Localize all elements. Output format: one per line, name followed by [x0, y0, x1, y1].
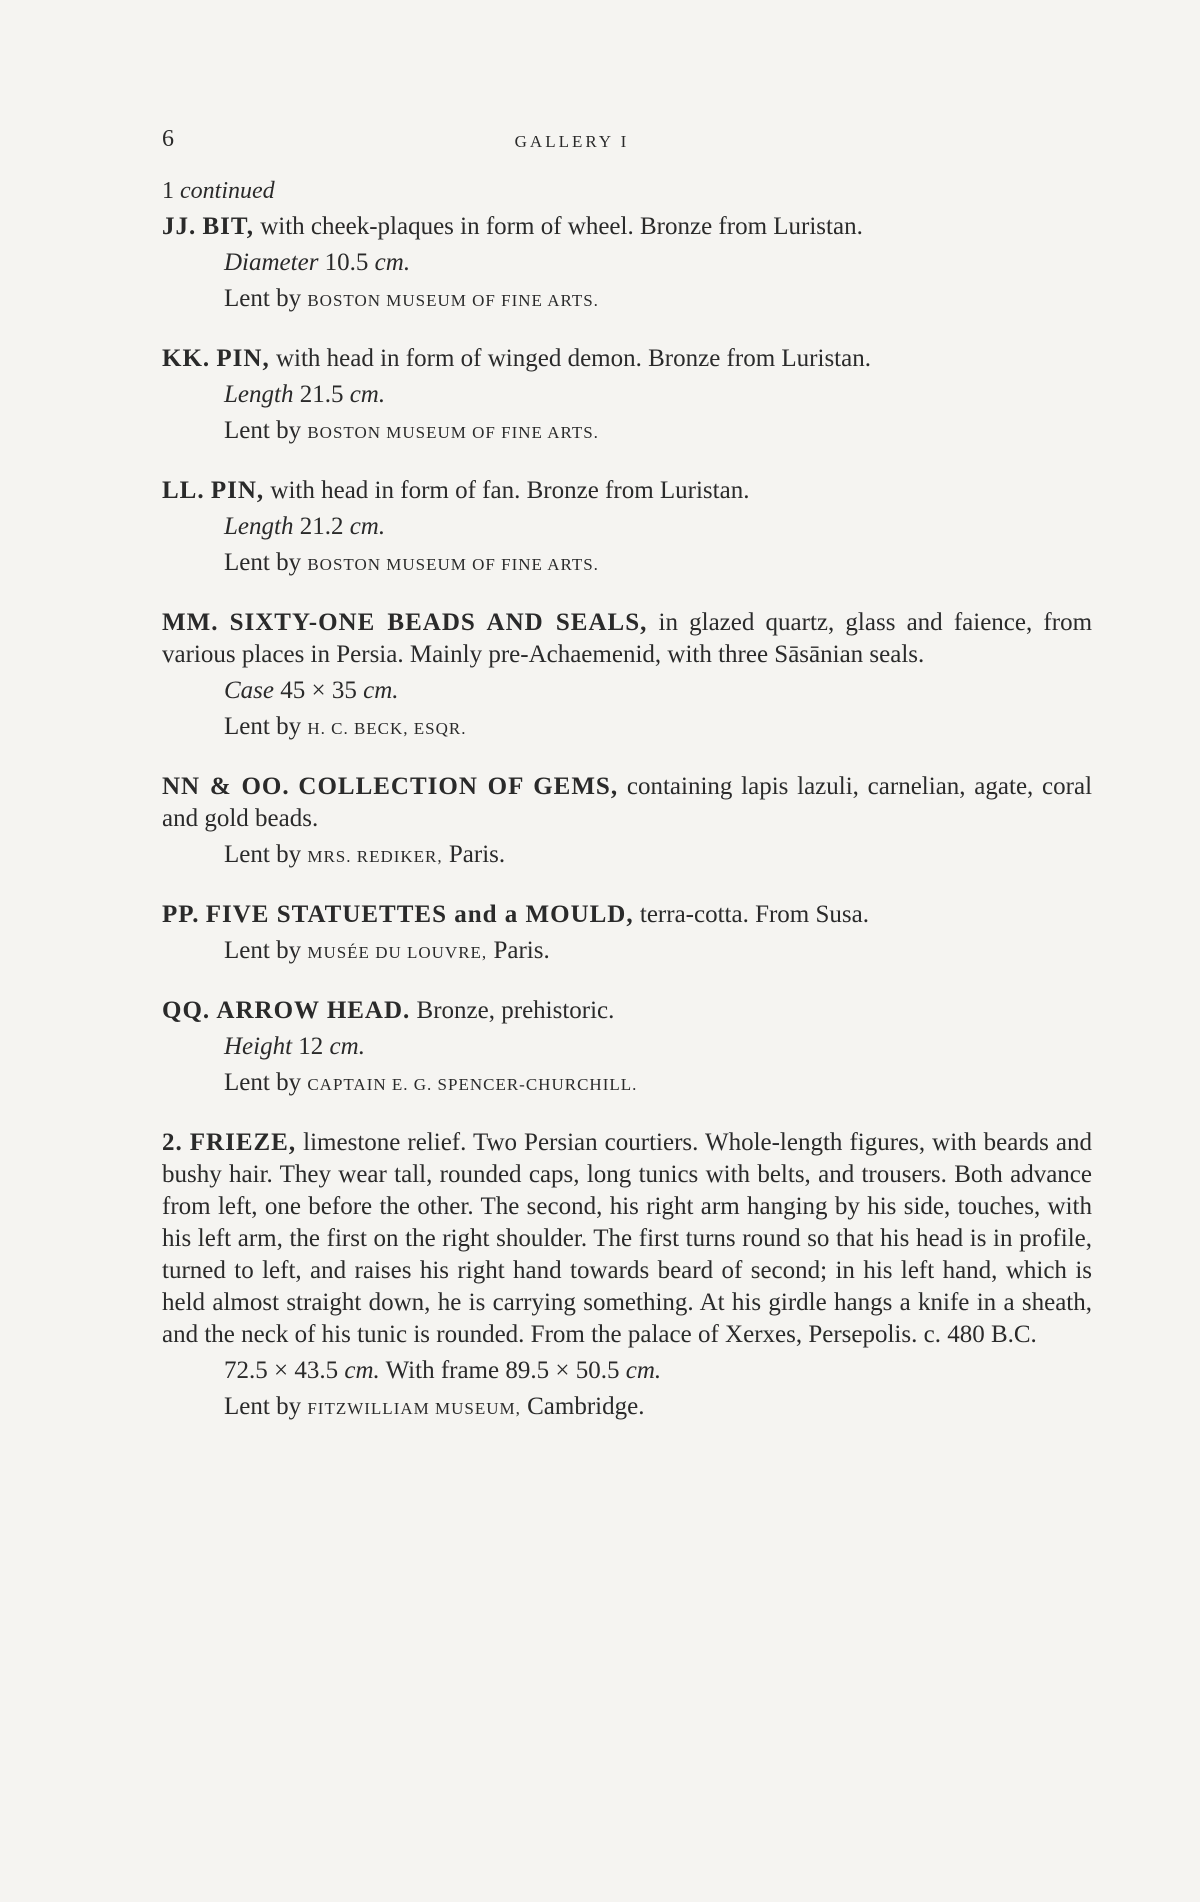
page-content — [162, 178, 1092, 1451]
page-header — [162, 126, 1092, 156]
dims-frame-text: With frame — [385, 1357, 500, 1384]
measure-value: 21.5 — [299, 381, 344, 408]
entry-lender-line — [162, 1067, 1092, 1101]
entry-text: with cheek-plaques in form of wheel. Bronze from Luristan. — [260, 213, 863, 240]
entry-description — [162, 607, 1092, 671]
lender-name: BOSTON MUSEUM OF FINE ARTS. — [307, 423, 599, 442]
measure-value: 21.2 — [299, 513, 344, 540]
entry-text: with head in form of fan. Bronze from Luristan. — [270, 477, 750, 504]
lender-place: Paris. — [448, 841, 506, 868]
entry-title: ARROW HEAD. — [216, 997, 411, 1024]
entry-description — [162, 995, 1092, 1027]
lent-by: Lent by — [224, 549, 302, 576]
lender-name: MRS. REDIKER, — [307, 847, 443, 866]
entry-measure — [162, 511, 1092, 543]
lent-by: Lent by — [224, 1393, 302, 1420]
entry-description — [162, 343, 1092, 375]
entry-kk — [162, 343, 1092, 449]
lent-by: Lent by — [224, 1069, 302, 1096]
lender-place: Paris. — [493, 937, 550, 964]
entry-label: KK. — [162, 345, 211, 372]
lender-name: BOSTON MUSEUM OF FINE ARTS. — [307, 291, 599, 310]
measure-label: Case — [224, 677, 274, 704]
measure-unit: cm. — [349, 513, 386, 540]
entry-lender-line — [162, 547, 1092, 581]
entry-title: BIT, — [202, 213, 254, 240]
entry-description — [162, 899, 1092, 931]
entry-title: PIN, — [210, 477, 265, 504]
entry-lender-line — [162, 415, 1092, 449]
entry-2-frieze — [162, 1127, 1092, 1425]
entry-pp — [162, 899, 1092, 969]
entry-lender-line — [162, 283, 1092, 317]
entry-description — [162, 475, 1092, 507]
entry-text: in glazed quartz, glass and faience, from various places in Persia. Mainly pre-Achaemenid, with three Sāsānian seals. — [162, 609, 1093, 668]
entry-label: QQ. — [162, 997, 211, 1024]
entry-measure — [162, 247, 1092, 279]
dims-frame-value: 89.5 × 50.5 — [505, 1357, 620, 1384]
measure-value: 10.5 — [324, 249, 369, 276]
entry-description — [162, 211, 1092, 243]
entry-measure — [162, 1031, 1092, 1063]
entry-title: PIN, — [216, 345, 270, 372]
entry-qq — [162, 995, 1092, 1101]
lender-name: CAPTAIN E. G. SPENCER-CHURCHILL. — [307, 1075, 638, 1094]
entry-lender-line — [162, 839, 1092, 873]
entry-measure — [162, 379, 1092, 411]
entry-label: MM. — [162, 609, 219, 636]
entry-title: SIXTY-ONE BEADS AND SEALS, — [229, 609, 648, 636]
lender-name: MUSÉE DU LOUVRE, — [307, 943, 488, 962]
entry-measure — [162, 675, 1092, 707]
running-head: GALLERY I — [514, 132, 630, 151]
entry-label: PP. — [162, 901, 200, 928]
lent-by: Lent by — [224, 713, 302, 740]
measure-value: 12 — [298, 1033, 324, 1060]
entry-title: COLLECTION OF GEMS, — [298, 773, 619, 800]
measure-unit: cm. — [349, 381, 386, 408]
entry-text: containing lapis lazuli, carnelian, agate, coral and gold beads. — [162, 773, 1093, 832]
entry-text: with head in form of winged demon. Bronze from Luristan. — [275, 345, 871, 372]
measure-value: 45 × 35 — [280, 677, 357, 704]
entry-label: 2. — [162, 1129, 183, 1156]
entry-nn-oo — [162, 771, 1092, 873]
entry-text: Bronze, prehistoric. — [416, 997, 615, 1024]
continued-text: continued — [180, 178, 275, 204]
page-number: 6 — [162, 126, 174, 152]
entry-title: FRIEZE, — [189, 1129, 297, 1156]
lent-by: Lent by — [224, 937, 302, 964]
measure-unit: cm. — [374, 249, 411, 276]
continued-line — [162, 178, 1092, 205]
entry-title: FIVE STATUETTES and a MOULD, — [205, 901, 634, 928]
entry-label: JJ. — [162, 213, 197, 240]
lent-by: Lent by — [224, 841, 302, 868]
entry-description — [162, 1127, 1092, 1351]
dims-value: 72.5 × 43.5 — [224, 1357, 339, 1384]
entry-dimensions — [162, 1355, 1092, 1387]
entry-ll — [162, 475, 1092, 581]
dims-unit: cm. — [344, 1357, 380, 1384]
entry-lender-line — [162, 1391, 1092, 1425]
entry-label: LL. — [162, 477, 205, 504]
measure-label: Height — [224, 1033, 293, 1060]
entry-jj — [162, 211, 1092, 317]
dims-frame-unit: cm. — [625, 1357, 662, 1384]
lent-by: Lent by — [224, 285, 302, 312]
entry-mm — [162, 607, 1092, 745]
entry-label: NN & OO. — [162, 773, 290, 800]
entry-lender-line — [162, 935, 1092, 969]
lender-name: H. C. BECK, ESQR. — [307, 719, 467, 738]
lender-name: BOSTON MUSEUM OF FINE ARTS. — [307, 555, 599, 574]
entry-text: terra-cotta. From Susa. — [639, 901, 869, 928]
lender-place: Cambridge. — [527, 1393, 645, 1420]
measure-label: Length — [224, 513, 294, 540]
lent-by: Lent by — [224, 417, 302, 444]
measure-label: Diameter — [224, 249, 319, 276]
measure-unit: cm. — [363, 677, 399, 704]
measure-unit: cm. — [329, 1033, 365, 1060]
continued-number: 1 — [162, 178, 174, 204]
entry-description — [162, 771, 1092, 835]
entry-lender-line — [162, 711, 1092, 745]
lender-name: FITZWILLIAM MUSEUM, — [307, 1399, 521, 1418]
entry-text: limestone relief. Two Persian courtiers. Whole-length figures, with beards and bushy hair. They wear tall, rounded caps, long tunics with belts, and trousers. Both advance from left, one before the other. The second, his right arm hanging by his side, touches, with his left arm, the first on the right shoulder. The first turns round so that his head is in profile, turned to left, and raises his right hand towards beard of second; in his left hand, which is held almost straight down, he is carrying something. At his girdle hangs a knife in a sheath, and the neck of his tunic is rounded. From the palace of Xerxes, Persepolis. c. 480 B.C. — [162, 1129, 1092, 1348]
measure-label: Length — [224, 381, 294, 408]
